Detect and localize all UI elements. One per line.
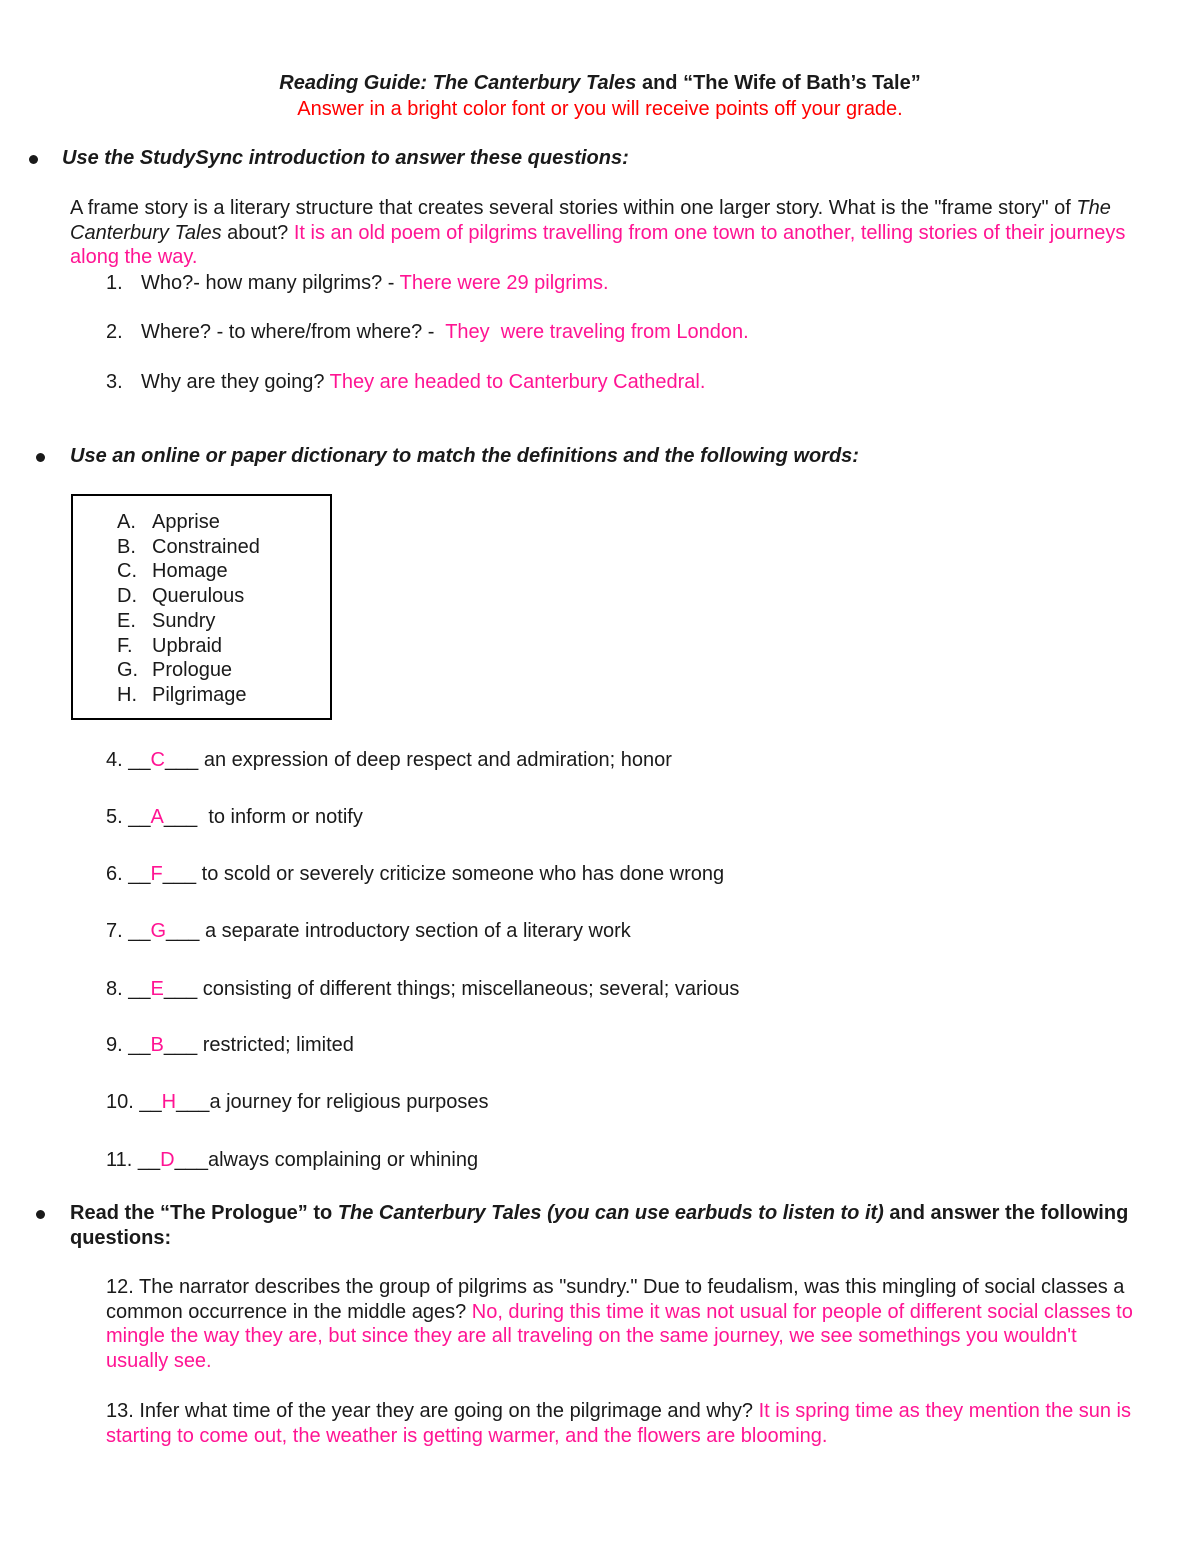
word-letter: F. xyxy=(117,635,133,657)
word-text: Apprise xyxy=(152,511,220,533)
match-definition: restricted; limited xyxy=(197,1034,354,1056)
word-letter: C. xyxy=(117,560,137,582)
match-definition: to inform or notify xyxy=(197,806,363,828)
match-item xyxy=(106,805,363,829)
question-12 xyxy=(106,1275,1136,1373)
match-blank: ___ xyxy=(174,1149,208,1171)
word-letter: H. xyxy=(117,684,137,706)
match-number: 4. __ xyxy=(106,749,151,771)
word-bank-item xyxy=(117,510,220,534)
match-number: 11. __ xyxy=(106,1149,161,1171)
match-number: 5. __ xyxy=(106,806,151,828)
heading-text: Read the “The Prologue” to xyxy=(70,1202,338,1224)
question-2 xyxy=(106,320,749,344)
match-answer: G xyxy=(150,920,167,942)
question-1 xyxy=(106,271,609,295)
word-bank-item xyxy=(117,634,222,658)
question-3 xyxy=(106,370,705,394)
word-bank-item xyxy=(117,609,215,633)
word-letter: A. xyxy=(117,511,136,533)
match-item xyxy=(106,862,724,886)
match-answer: H xyxy=(161,1091,177,1113)
match-answer: F xyxy=(150,863,163,885)
word-text: Prologue xyxy=(152,659,233,681)
answer-text: They are headed to Canterbury Cathedral. xyxy=(329,371,706,393)
match-number: 7. __ xyxy=(106,920,151,942)
match-answer: E xyxy=(150,978,164,1000)
match-blank: ___ xyxy=(176,1091,210,1113)
match-answer: D xyxy=(160,1149,175,1171)
intro-text-b: about? xyxy=(221,221,294,244)
word-text: Homage xyxy=(152,560,228,582)
answer-text: No, during this time it was not usual for people of different social classes to mingle the way they are, but since they are all traveling on the same journey, we see somethings you wouldn't usually see. xyxy=(106,1300,1133,1372)
word-bank-item xyxy=(117,658,232,682)
word-bank-item xyxy=(117,559,228,583)
section1-heading: Use the StudySync introduction to answer these questions: xyxy=(62,147,629,169)
intro-text: A frame story is a literary structure that creates several stories within one larger story. What is the "frame story" of xyxy=(70,197,1077,219)
heading-text-b: and answer the following questions: xyxy=(70,1202,1129,1249)
match-blank: ___ xyxy=(162,863,197,885)
answer-text: It is spring time as they mention the sun is starting to come out, the weather is getting warmer, and the flowers are blooming. xyxy=(106,1400,1132,1447)
word-bank-item xyxy=(117,535,260,559)
word-bank-item xyxy=(117,584,244,608)
match-number: 8. __ xyxy=(106,978,151,1000)
bullet-icon xyxy=(36,453,45,462)
title-part1: Reading Guide: The Canterbury Tales xyxy=(279,72,637,94)
match-definition: a journey for religious purposes xyxy=(209,1091,489,1113)
match-blank: ___ xyxy=(163,978,198,1000)
match-definition: to scold or severely criticize someone who has done wrong xyxy=(196,863,725,885)
match-number: 10. __ xyxy=(106,1091,162,1113)
match-item xyxy=(106,919,631,943)
section2-heading: Use an online or paper dictionary to match the definitions and the following words: xyxy=(70,445,859,467)
instruction-text: Answer in a bright color font or you will receive points off your grade. xyxy=(297,98,903,120)
match-definition: an expression of deep respect and admiration; honor xyxy=(198,749,672,771)
intro-title: The Canterbury Tales xyxy=(70,197,1111,244)
word-bank-item xyxy=(117,683,246,707)
question-13 xyxy=(106,1399,1136,1448)
word-letter: G. xyxy=(117,659,139,681)
match-item xyxy=(106,1090,488,1114)
match-number: 9. __ xyxy=(106,1034,151,1056)
question-text: Why are they going? xyxy=(141,371,330,393)
match-definition: a separate introductory section of a literary work xyxy=(199,920,631,942)
match-blank: ___ xyxy=(163,1034,198,1056)
match-definition: consisting of different things; miscellaneous; several; various xyxy=(197,978,740,1000)
word-bank xyxy=(71,494,332,720)
match-answer: C xyxy=(150,749,165,771)
question-number: 1. xyxy=(106,272,123,294)
heading-title: The Canterbury Tales (you can use earbuds to listen to it) xyxy=(337,1202,884,1224)
title-and: and xyxy=(641,72,678,94)
match-item xyxy=(106,977,739,1001)
word-text: Upbraid xyxy=(152,635,223,657)
answer-text: They were traveling from London. xyxy=(445,321,749,343)
question-number: 3. xyxy=(106,371,123,393)
match-item xyxy=(106,748,672,772)
match-blank: ___ xyxy=(163,806,198,828)
question-text: 12. The narrator describes the group of pilgrims as "sundry." Due to feudalism, was this mingling of social classes a common occurrence in the middle ages? xyxy=(106,1276,1125,1323)
bullet-icon xyxy=(36,1210,45,1219)
match-blank: ___ xyxy=(166,920,200,942)
word-text: Pilgrimage xyxy=(152,684,247,706)
match-item xyxy=(106,1148,478,1172)
word-letter: E. xyxy=(117,610,136,632)
match-number: 6. __ xyxy=(106,863,151,885)
page-title xyxy=(0,71,1200,95)
word-letter: B. xyxy=(117,536,136,558)
word-letter: D. xyxy=(117,585,137,607)
question-text: 13. Infer what time of the year they are going on the pilgrimage and why? xyxy=(106,1400,759,1422)
question-number: 2. xyxy=(106,321,123,343)
intro-answer: It is an old poem of pilgrims travelling from one town to another, telling stories of their journeys along the way. xyxy=(70,221,1126,268)
answer-text: There were 29 pilgrims. xyxy=(399,272,609,294)
word-text: Querulous xyxy=(152,585,245,607)
section3-heading xyxy=(70,1201,1130,1250)
word-text: Sundry xyxy=(152,610,216,632)
match-answer: B xyxy=(150,1034,164,1056)
question-text: Who?- how many pilgrims? - xyxy=(141,272,400,294)
match-answer: A xyxy=(150,806,164,828)
bullet-icon xyxy=(29,155,38,164)
title-part2: “The Wife of Bath’s Tale” xyxy=(683,72,921,94)
frame-story-question xyxy=(70,196,1130,270)
match-definition: always complaining or whining xyxy=(207,1149,479,1171)
word-text: Constrained xyxy=(152,536,260,558)
match-blank: ___ xyxy=(164,749,199,771)
question-text: Where? - to where/from where? - xyxy=(141,321,446,343)
match-item xyxy=(106,1033,354,1057)
